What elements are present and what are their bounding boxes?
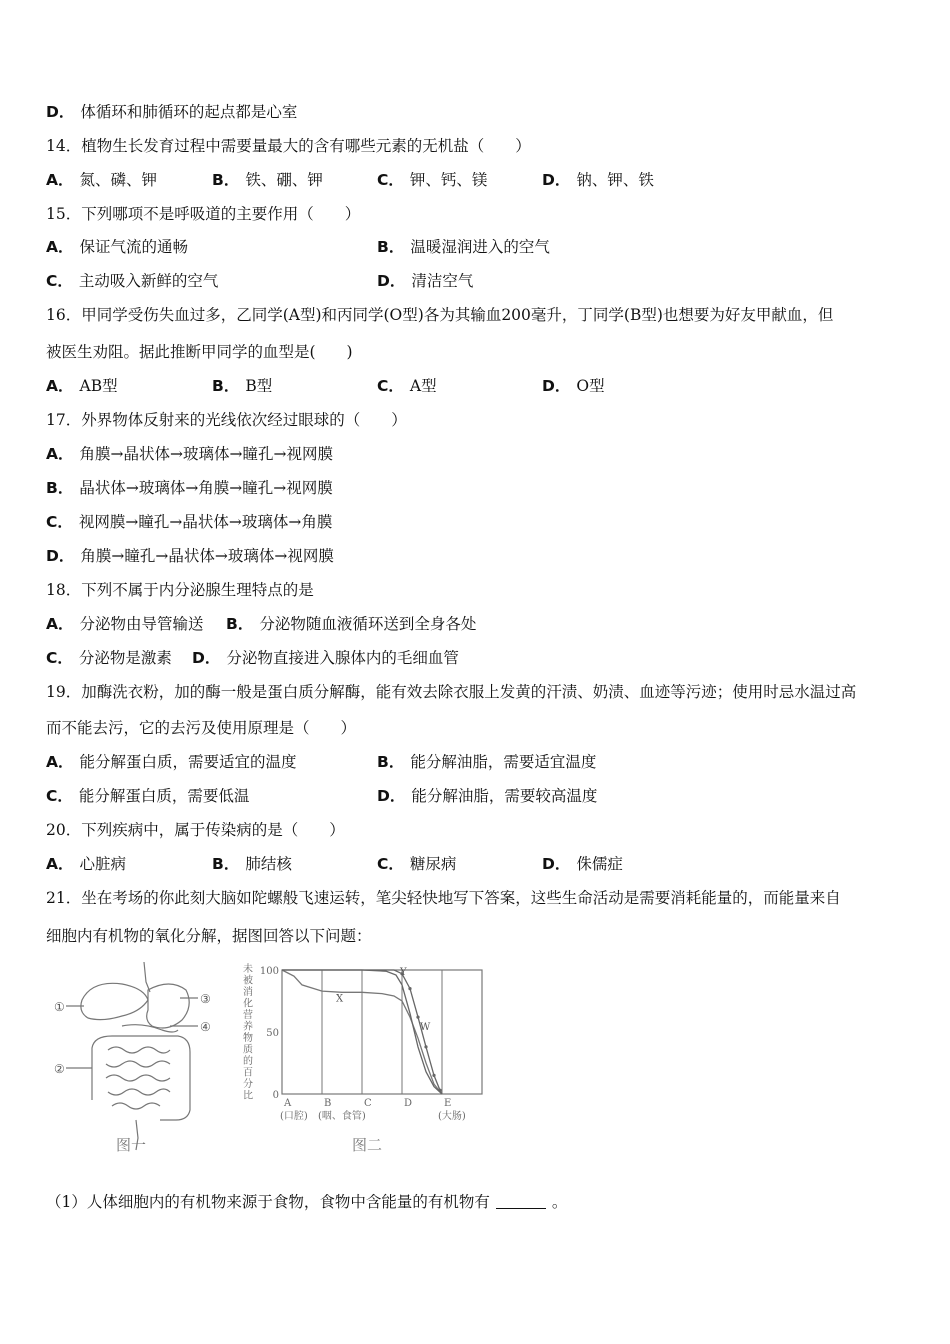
y-tick-label: 100	[259, 966, 279, 977]
option-label: C．	[46, 649, 73, 667]
curve-label-x: X	[336, 993, 344, 1005]
q16-stem-line2: 被医生劝阻。据此推断甲同学的血型是( )	[46, 343, 353, 361]
q20-option-d	[542, 854, 623, 874]
x-tick-label: D	[404, 1098, 413, 1109]
q18-stem: 18．下列不属于内分泌腺生理特点的是	[46, 581, 314, 599]
q14-stem: 14．植物生长发育过程中需要量最大的含有哪些元素的无机盐（ ）	[46, 137, 531, 155]
option-label: D．	[542, 377, 571, 395]
figure-2-caption: 图二	[352, 1136, 383, 1154]
q19-stem-line2: 而不能去污，它的去污及使用原理是（ ）	[46, 719, 357, 737]
x-sub-label: (咽、食管)	[318, 1111, 366, 1122]
q20-option-c	[377, 854, 456, 874]
option-label: A．	[46, 377, 74, 395]
option-text: 钠、钾、铁	[576, 171, 654, 189]
option-text: 铁、硼、钾	[245, 171, 323, 189]
q16-option-a	[46, 376, 118, 396]
q19-option-a	[46, 752, 297, 772]
option-text: 能分解油脂，需要适宜温度	[410, 753, 597, 771]
ylabel-char: 比	[243, 1090, 253, 1102]
q16-option-b	[212, 376, 272, 396]
option-text: 氮、磷、钾	[79, 171, 158, 189]
option-text: 分泌物由导管输送	[79, 615, 204, 633]
option-text: 钾、钙、镁	[409, 171, 488, 189]
option-text: 主动吸入新鲜的空气	[78, 272, 219, 290]
curve-w-point	[424, 1045, 427, 1048]
option-text: B型	[245, 377, 273, 395]
option-text: 分泌物随血液循环送到全身各处	[259, 615, 477, 633]
digestion-chart	[236, 958, 492, 1128]
option-text: 能分解油脂，需要较高温度	[411, 787, 598, 805]
option-label: B．	[377, 753, 405, 771]
option-label: D．	[46, 103, 75, 121]
chart-ticks	[260, 966, 466, 1122]
q19-stem-line1: 19．加酶洗衣粉，加的酶一般是蛋白质分解酶，能有效去除衣服上发黄的汗渍、奶渍、血迹等污迹；使用时忌水温过高	[46, 683, 857, 701]
option-label: D．	[377, 787, 406, 805]
option-text: 侏儒症	[576, 855, 623, 873]
option-text: 分泌物直接进入腺体内的毛细血管	[226, 649, 459, 667]
option-text: 保证气流的通畅	[79, 238, 189, 256]
option-label: C．	[46, 513, 73, 531]
chart-ylabel	[243, 962, 253, 1102]
option-text: 晶状体→玻璃体→角膜→瞳孔→视网膜	[79, 479, 333, 497]
q17-option-d	[46, 546, 334, 566]
q17-option-a	[46, 444, 333, 464]
marker-2: ②	[54, 1062, 65, 1076]
curve-w-point	[432, 1074, 435, 1077]
q13-option-d	[46, 102, 297, 122]
x-tick-label: B	[324, 1098, 332, 1109]
y-tick-label: 50	[266, 1028, 279, 1039]
q20-stem: 20．下列疾病中，属于传染病的是（ ）	[46, 821, 345, 839]
q16-option-d	[542, 376, 605, 396]
figure-1-digestive-system	[52, 960, 222, 1155]
option-text: 能分解蛋白质，需要适宜的温度	[79, 753, 297, 771]
q18-option-b	[226, 614, 476, 634]
q14-option-d	[542, 170, 654, 190]
q15-option-a	[46, 237, 188, 257]
q21-sub1-answer-blank[interactable]	[496, 1194, 546, 1209]
option-text: 角膜→晶状体→玻璃体→瞳孔→视网膜	[79, 445, 333, 463]
ylabel-char: 被	[243, 975, 253, 987]
option-text: 心脏病	[79, 855, 127, 873]
option-label: A．	[46, 855, 74, 873]
q16-stem-line1: 16．甲同学受伤失血过多，乙同学(A型)和丙同学(O型)各为其输血200毫升，丁同学(B型)也想要为好友甲献血，但	[46, 306, 834, 324]
option-text: A型	[409, 377, 437, 395]
curve-label-w: W	[420, 1021, 431, 1033]
option-label: B．	[46, 479, 74, 497]
q19-option-d	[377, 786, 597, 806]
option-label: B．	[212, 855, 240, 873]
ylabel-char: 分	[243, 1079, 253, 1090]
y-tick-label: 0	[272, 1090, 279, 1101]
option-text: 分泌物是激素	[78, 649, 172, 667]
x-sub-label: (大肠)	[438, 1111, 466, 1122]
option-label: A．	[46, 238, 74, 256]
ylabel-char: 养	[243, 1021, 253, 1033]
q21-sub1	[46, 1192, 567, 1212]
option-label: B．	[212, 377, 240, 395]
option-text: 角膜→瞳孔→晶状体→玻璃体→视网膜	[80, 547, 334, 565]
q19-option-c	[46, 786, 249, 806]
small-intestine-shape	[106, 1047, 170, 1109]
option-text: 清洁空气	[411, 272, 474, 290]
option-label: D．	[377, 272, 406, 290]
q17-option-c	[46, 512, 332, 532]
option-text: 糖尿病	[409, 855, 457, 873]
marker-4: ④	[200, 1020, 211, 1034]
q15-option-d	[377, 271, 473, 291]
digestive-system-drawing	[52, 960, 222, 1155]
option-label: C．	[377, 171, 404, 189]
curve-w-point	[438, 1089, 441, 1092]
q20-option-a	[46, 854, 126, 874]
option-label: C．	[46, 272, 73, 290]
x-tick-label: A	[284, 1098, 292, 1109]
q15-option-c	[46, 271, 218, 291]
option-label: B．	[212, 171, 240, 189]
ylabel-char: 百	[243, 1067, 253, 1079]
q14-option-c	[377, 170, 487, 190]
ylabel-char: 消	[243, 987, 253, 998]
option-label: C．	[377, 855, 404, 873]
ylabel-char: 化	[243, 998, 253, 1010]
option-label: D．	[192, 649, 221, 667]
option-text: AB型	[79, 377, 118, 395]
q21-stem-line2: 细胞内有机物的氧化分解，据图回答以下问题：	[46, 927, 372, 945]
marker-1: ①	[54, 1000, 65, 1014]
option-text: 肺结核	[245, 855, 292, 873]
option-text: 视网膜→瞳孔→晶状体→玻璃体→角膜	[78, 513, 333, 531]
q19-option-b	[377, 752, 596, 772]
option-label: A．	[46, 445, 74, 463]
q16-option-c	[377, 376, 437, 396]
ylabel-char: 质	[243, 1044, 253, 1056]
q15-option-b	[377, 237, 550, 257]
q14-option-a	[46, 170, 157, 190]
option-label: A．	[46, 615, 74, 633]
option-label: D．	[542, 171, 571, 189]
ylabel-char: 营	[243, 1010, 253, 1021]
option-text: O型	[576, 377, 605, 395]
option-label: A．	[46, 171, 74, 189]
q14-option-b	[212, 170, 323, 190]
ylabel-char: 物	[243, 1033, 253, 1044]
q18-option-a	[46, 614, 204, 634]
option-text: 能分解蛋白质，需要低温	[78, 787, 250, 805]
option-label: D．	[542, 855, 571, 873]
q21-stem-line1: 21．坐在考场的你此刻大脑如陀螺般飞速运转，笔尖轻快地写下答案，这些生命活动是需要消耗能量的，而能量来自	[46, 889, 841, 907]
q20-option-b	[212, 854, 292, 874]
ylabel-char: 未	[243, 964, 253, 975]
x-tick-label: C	[364, 1098, 372, 1109]
curve-w-point	[408, 987, 411, 990]
q15-stem: 15．下列哪项不是呼吸道的主要作用（ ）	[46, 205, 361, 223]
q18-option-c	[46, 648, 172, 668]
esophagus-shape	[144, 962, 150, 992]
stomach-shape	[147, 984, 190, 1028]
ylabel-char: 的	[243, 1056, 253, 1067]
q21-sub1-end: 。	[551, 1193, 568, 1211]
curve-w-point	[416, 1016, 419, 1019]
figure-2-chart	[236, 958, 492, 1128]
option-label: C．	[377, 377, 404, 395]
x-tick-label: E	[444, 1098, 452, 1109]
q18-option-d	[192, 648, 459, 668]
option-label: A．	[46, 753, 74, 771]
option-label: D．	[46, 547, 75, 565]
q17-stem: 17．外界物体反射来的光线依次经过眼球的（ ）	[46, 411, 407, 429]
option-text: 体循环和肺循环的起点都是心室	[80, 103, 298, 121]
liver-shape	[81, 983, 148, 1019]
q21-sub1-text: （1）人体细胞内的有机物来源于食物，食物中含能量的有机物有	[46, 1193, 490, 1211]
option-label: C．	[46, 787, 73, 805]
q17-option-b	[46, 478, 333, 498]
option-text: 温暖湿润进入的空气	[410, 238, 550, 256]
option-label: B．	[226, 615, 254, 633]
option-label: B．	[377, 238, 405, 256]
figure-1-caption: 图一	[116, 1136, 147, 1154]
x-sub-label: (口腔)	[280, 1111, 308, 1122]
pancreas-shape	[122, 1025, 178, 1032]
marker-3: ③	[200, 992, 211, 1006]
curve-label-y: Y	[400, 967, 407, 979]
